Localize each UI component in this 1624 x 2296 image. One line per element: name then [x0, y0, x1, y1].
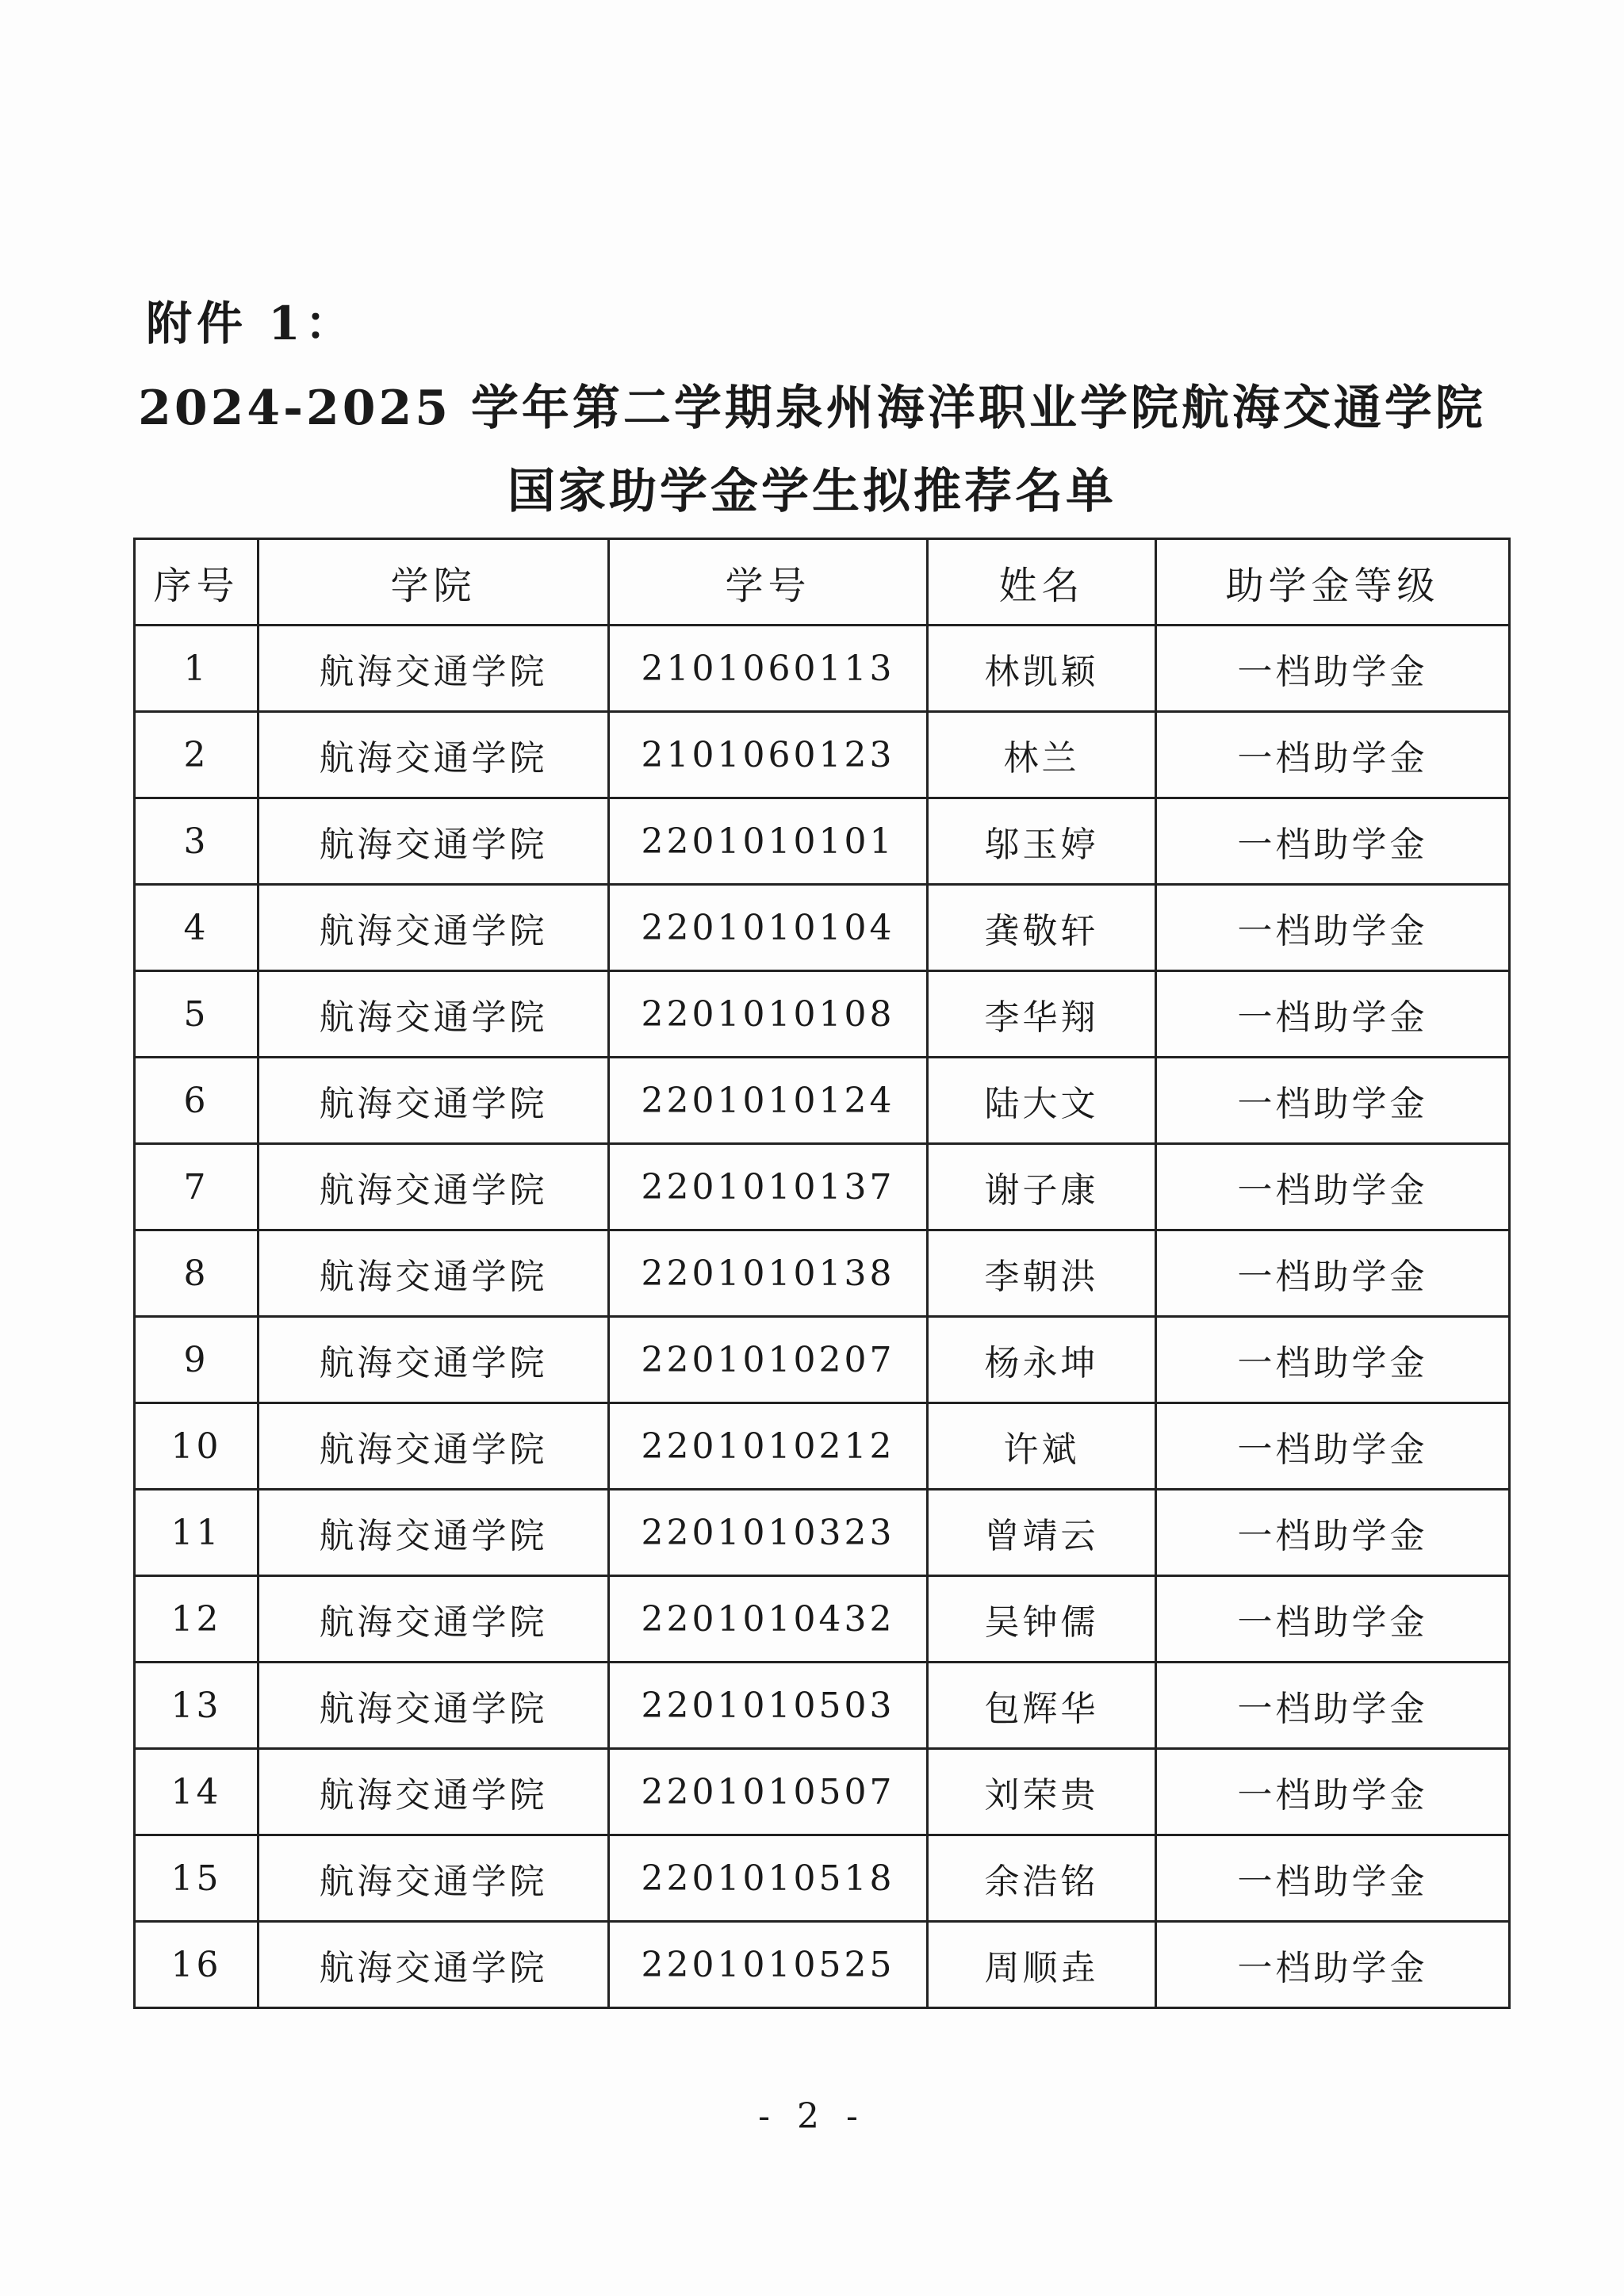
cell-index: 3 — [135, 798, 259, 885]
cell-student-id: 2201010525 — [609, 1922, 928, 2008]
cell-student-id: 2201010323 — [609, 1490, 928, 1576]
cell-index: 2 — [135, 712, 259, 798]
cell-college: 航海交通学院 — [259, 1663, 609, 1749]
cell-grade: 一档助学金 — [1156, 1922, 1510, 2008]
cell-college: 航海交通学院 — [259, 1922, 609, 2008]
cell-index: 7 — [135, 1144, 259, 1230]
table-row — [135, 1576, 1510, 1663]
cell-grade: 一档助学金 — [1156, 885, 1510, 971]
cell-student-id: 2201010108 — [609, 971, 928, 1058]
header-grade: 助学金等级 — [1156, 539, 1510, 626]
table-row — [135, 1144, 1510, 1230]
table-row — [135, 885, 1510, 971]
cell-grade: 一档助学金 — [1156, 1749, 1510, 1835]
cell-college: 航海交通学院 — [259, 885, 609, 971]
cell-college: 航海交通学院 — [259, 1317, 609, 1403]
cell-index: 4 — [135, 885, 259, 971]
table-row — [135, 1922, 1510, 2008]
table-row — [135, 1835, 1510, 1922]
table-row — [135, 1403, 1510, 1490]
cell-name: 吴钟儒 — [928, 1576, 1156, 1663]
cell-grade: 一档助学金 — [1156, 1663, 1510, 1749]
cell-grade: 一档助学金 — [1156, 712, 1510, 798]
cell-college: 航海交通学院 — [259, 1403, 609, 1490]
cell-grade: 一档助学金 — [1156, 626, 1510, 712]
cell-name: 李朝洪 — [928, 1230, 1156, 1317]
attachment-label: 附件 1： — [146, 297, 356, 350]
cell-index: 13 — [135, 1663, 259, 1749]
cell-name: 许斌 — [928, 1403, 1156, 1490]
cell-index: 1 — [135, 626, 259, 712]
cell-student-id: 2201010503 — [609, 1663, 928, 1749]
cell-college: 航海交通学院 — [259, 1058, 609, 1144]
cell-student-id: 2201010212 — [609, 1403, 928, 1490]
header-college: 学院 — [259, 539, 609, 626]
cell-name: 李华翔 — [928, 971, 1156, 1058]
cell-college: 航海交通学院 — [259, 1576, 609, 1663]
cell-name: 林凯颖 — [928, 626, 1156, 712]
cell-grade: 一档助学金 — [1156, 1576, 1510, 1663]
cell-student-id: 2201010507 — [609, 1749, 928, 1835]
cell-name: 陆大文 — [928, 1058, 1156, 1144]
cell-student-id: 2201010124 — [609, 1058, 928, 1144]
cell-student-id: 2201010518 — [609, 1835, 928, 1922]
cell-name: 杨永坤 — [928, 1317, 1156, 1403]
cell-college: 航海交通学院 — [259, 971, 609, 1058]
cell-college: 航海交通学院 — [259, 626, 609, 712]
cell-name: 邬玉婷 — [928, 798, 1156, 885]
cell-grade: 一档助学金 — [1156, 1490, 1510, 1576]
cell-index: 9 — [135, 1317, 259, 1403]
cell-index: 8 — [135, 1230, 259, 1317]
table-row — [135, 1749, 1510, 1835]
cell-grade: 一档助学金 — [1156, 1835, 1510, 1922]
cell-college: 航海交通学院 — [259, 712, 609, 798]
cell-index: 12 — [135, 1576, 259, 1663]
table-row — [135, 971, 1510, 1058]
document-title-line-2: 国家助学金学生拟推荐名单 — [508, 464, 1116, 519]
cell-index: 11 — [135, 1490, 259, 1576]
cell-college: 航海交通学院 — [259, 1749, 609, 1835]
cell-student-id: 2201010137 — [609, 1144, 928, 1230]
cell-index: 16 — [135, 1922, 259, 2008]
cell-name: 刘荣贵 — [928, 1749, 1156, 1835]
cell-college: 航海交通学院 — [259, 1144, 609, 1230]
cell-index: 10 — [135, 1403, 259, 1490]
cell-college: 航海交通学院 — [259, 1490, 609, 1576]
cell-student-id: 2101060113 — [609, 626, 928, 712]
table-row — [135, 1058, 1510, 1144]
cell-name: 谢子康 — [928, 1144, 1156, 1230]
cell-student-id: 2201010101 — [609, 798, 928, 885]
table-row — [135, 1663, 1510, 1749]
cell-name: 龚敬轩 — [928, 885, 1156, 971]
cell-grade: 一档助学金 — [1156, 1058, 1510, 1144]
cell-grade: 一档助学金 — [1156, 1144, 1510, 1230]
cell-student-id: 2201010207 — [609, 1317, 928, 1403]
table-row — [135, 712, 1510, 798]
table-row — [135, 626, 1510, 712]
header-name: 姓名 — [928, 539, 1156, 626]
cell-student-id: 2201010138 — [609, 1230, 928, 1317]
recommendation-table — [133, 538, 1511, 2009]
cell-grade: 一档助学金 — [1156, 1317, 1510, 1403]
cell-grade: 一档助学金 — [1156, 971, 1510, 1058]
cell-grade: 一档助学金 — [1156, 798, 1510, 885]
page-number: - 2 - — [758, 2096, 866, 2137]
table-header-row — [135, 539, 1510, 626]
table-row — [135, 1490, 1510, 1576]
cell-index: 14 — [135, 1749, 259, 1835]
cell-student-id: 2201010432 — [609, 1576, 928, 1663]
cell-index: 5 — [135, 971, 259, 1058]
cell-name: 曾靖云 — [928, 1490, 1156, 1576]
cell-name: 林兰 — [928, 712, 1156, 798]
cell-student-id: 2201010104 — [609, 885, 928, 971]
cell-name: 余浩铭 — [928, 1835, 1156, 1922]
header-student-id: 学号 — [609, 539, 928, 626]
cell-grade: 一档助学金 — [1156, 1230, 1510, 1317]
table-row — [135, 798, 1510, 885]
cell-index: 6 — [135, 1058, 259, 1144]
cell-grade: 一档助学金 — [1156, 1403, 1510, 1490]
table-row — [135, 1317, 1510, 1403]
table-row — [135, 1230, 1510, 1317]
cell-index: 15 — [135, 1835, 259, 1922]
cell-student-id: 2101060123 — [609, 712, 928, 798]
cell-name: 周顺垚 — [928, 1922, 1156, 2008]
cell-name: 包辉华 — [928, 1663, 1156, 1749]
table-body — [135, 626, 1510, 2008]
cell-college: 航海交通学院 — [259, 1835, 609, 1922]
document-title-line-1: 2024-2025 学年第二学期泉州海洋职业学院航海交通学院 — [138, 381, 1486, 436]
header-index: 序号 — [135, 539, 259, 626]
cell-college: 航海交通学院 — [259, 1230, 609, 1317]
cell-college: 航海交通学院 — [259, 798, 609, 885]
